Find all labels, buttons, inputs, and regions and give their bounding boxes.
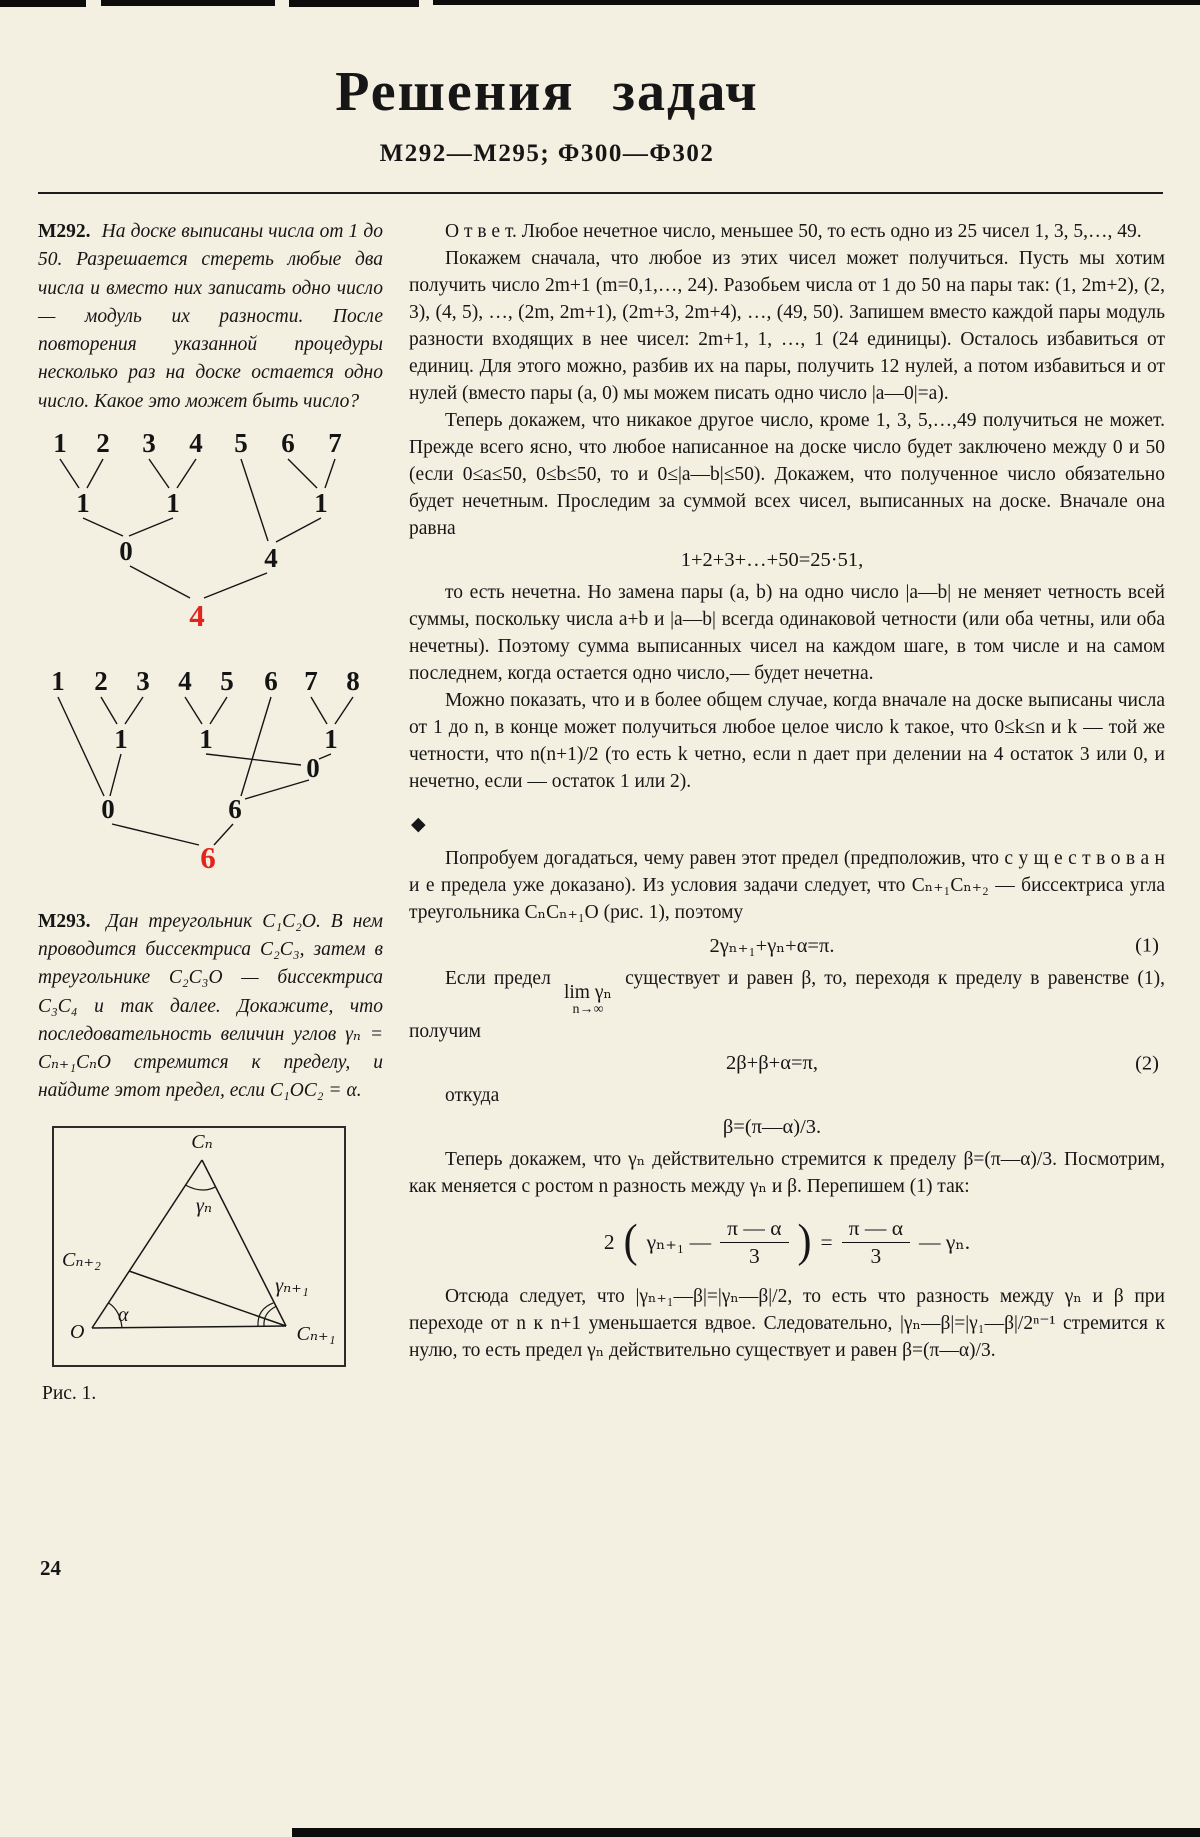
limit-paragraph bbox=[409, 965, 1165, 1045]
figure-caption: Рис. 1. bbox=[42, 1382, 97, 1404]
scan-artifact-top bbox=[101, 0, 275, 6]
tree2-node: 0 bbox=[101, 793, 115, 824]
solution-paragraph: то есть нечетна. Но замена пары (a, b) на одно число |a—b| не меняет четность всей суммы, поскольку числа a+b и |a—b| всегда одинаковой четности (или оба четны, или оба нечетны). Поэтому сумма выписанных чисел на каждом шаге, в том числе и на самом последнем, когда остается одно число,— будет нечетна. bbox=[409, 582, 1165, 684]
tree1-node: 0 bbox=[119, 535, 133, 566]
fraction-numerator: π — α bbox=[720, 1216, 788, 1243]
triangle-edges bbox=[92, 1160, 286, 1328]
page-subtitle: М292—М295; Ф300—Ф302 bbox=[379, 140, 715, 167]
scan-artifact-top bbox=[289, 0, 419, 7]
tree2-node: 4 bbox=[178, 665, 192, 696]
tree2-node: 5 bbox=[220, 665, 234, 696]
m292-tree-diagram-1 bbox=[38, 428, 383, 636]
fraction-denominator: 3 bbox=[870, 1243, 882, 1268]
fraction-denominator: 3 bbox=[748, 1243, 760, 1268]
close-paren: ) bbox=[797, 1216, 812, 1267]
problem-m292-text: На доске выписаны числа от 1 до 50. Разрешается стереть любые два числа и вместо них записать одно число — модуль их разности. После повторения указанной процедуры несколько раз на доске остается одно число. Какое это может быть число? bbox=[38, 221, 383, 412]
tree2-node: 1 bbox=[199, 723, 213, 754]
solution-paragraph: Теперь докажем, что никакое другое число, кроме 1, 3, 5,…,49 получиться не может. Прежде всего ясно, что любое написанное на доске число будет заключено между 0 и 50 (если 0≤a≤50, 0≤b≤50, то и 0≤|a—b|≤50). Докажем, что полученное число обязательно будет нечетным. Проследим за суммой всех чисел, выписанных на доске. Вначале она равна bbox=[409, 410, 1165, 539]
scan-artifact-bottom bbox=[292, 1828, 1200, 1837]
fraction bbox=[720, 1216, 788, 1268]
problem-m292 bbox=[38, 218, 383, 416]
equation-rewrite-rhs: — γₙ. bbox=[919, 1229, 971, 1254]
tree2-node: 1 bbox=[324, 723, 338, 754]
triangle-figure bbox=[54, 1128, 344, 1360]
equation-2-text: 2β+β+α=π, bbox=[725, 1052, 818, 1075]
limit-paragraph-post: существует и равен β, то, переходя к пределу в равенстве (1), получим bbox=[409, 968, 1165, 1043]
limit-expression bbox=[564, 983, 612, 1018]
equation-rewrite-lhs: γₙ₊₁ — bbox=[646, 1229, 712, 1254]
open-paren: ( bbox=[623, 1216, 638, 1267]
angle-label-gamma-n: γₙ bbox=[196, 1194, 212, 1217]
scan-artifact-top bbox=[0, 0, 86, 7]
tree1-node: 5 bbox=[234, 427, 248, 458]
fraction bbox=[842, 1216, 910, 1268]
equation-2-tag: (2) bbox=[1135, 1052, 1159, 1075]
equation-1 bbox=[409, 933, 1159, 958]
problem-m293-label: М293. bbox=[38, 910, 91, 932]
angle-label-gamma-n1: γₙ₊₁ bbox=[275, 1274, 309, 1297]
solution-paragraph: Попробуем догадаться, чему равен этот предел (предположив, что с у щ е с т в о в а н и е предела уже доказано). Из условия задачи следует, что Cₙ₊₁Cₙ₊₂ — биссектриса угла треугольника CₙCₙ₊₁O (рис. 1), поэтому bbox=[409, 848, 1165, 923]
problem-m293 bbox=[38, 908, 383, 1106]
tree1-node: 1 bbox=[166, 487, 180, 518]
answer-paragraph: О т в е т. Любое нечетное число, меньшее 50, то есть одно из 25 чисел 1, 3, 5,…, 49. bbox=[445, 221, 1142, 242]
lim-variable: γₙ bbox=[594, 982, 612, 1003]
tree2-node: 6 bbox=[228, 793, 242, 824]
m292-tree-diagram-2 bbox=[38, 666, 383, 878]
vertex-label-o: O bbox=[70, 1320, 85, 1343]
tree1-node: 3 bbox=[142, 427, 156, 458]
tree2-node: 7 bbox=[304, 665, 318, 696]
limit-subscript: n→∞ bbox=[572, 1002, 604, 1018]
equation-rewrite bbox=[409, 1216, 1165, 1268]
tree2-node: 0 bbox=[306, 752, 320, 783]
tree2-node: 2 bbox=[94, 665, 108, 696]
formula-beta bbox=[409, 1116, 1135, 1139]
tree1-node: 1 bbox=[314, 487, 328, 518]
formula-beta-text: β=(π—α)/3. bbox=[722, 1116, 822, 1139]
tree2-node: 6 bbox=[264, 665, 278, 696]
solution-paragraph: Отсюда следует, что |γₙ₊₁—β|=|γₙ—β|/2, то есть что разность между γₙ и β при переходе от n к n+1 уменьшается вдвое. Следовательно, |γₙ—β|=|γ₁—β|/2ⁿ⁻¹ стремится к нулю, то есть предел γₙ действительно существует и равен β=(π—α)/3. bbox=[409, 1285, 1165, 1361]
equation-2 bbox=[409, 1052, 1159, 1075]
page-number: 24 bbox=[40, 1556, 61, 1580]
header bbox=[35, 61, 1059, 168]
equation-1-tag: (1) bbox=[1135, 934, 1159, 956]
equation-sum bbox=[409, 549, 1135, 572]
vertex-label-cn: Cₙ bbox=[191, 1130, 213, 1153]
solution-paragraph: Теперь докажем, что γₙ действительно стремится к пределу β=(π—α)/3. Посмотрим, как меняется с ростом n разность между γₙ и β. Перепишем (1) так: bbox=[409, 1149, 1165, 1198]
equation-1-text: 2γₙ₊₁+γₙ+α=π. bbox=[709, 935, 835, 957]
solution-paragraph: откуда bbox=[445, 1085, 500, 1107]
content bbox=[0, 194, 1200, 1405]
tree1-node: 1 bbox=[76, 487, 90, 518]
vertex-label-cn2: Cₙ₊₂ bbox=[62, 1248, 101, 1271]
page-title: Решения задач bbox=[335, 61, 759, 123]
lim-word: lim bbox=[563, 982, 590, 1003]
tree1-result: 4 bbox=[189, 597, 205, 633]
tree1-node: 2 bbox=[96, 427, 110, 458]
vertex-label-cn1: Cₙ₊₁ bbox=[296, 1322, 336, 1345]
scan-artifact-top bbox=[433, 0, 1200, 5]
tree2-node: 1 bbox=[51, 665, 65, 696]
fraction-numerator: π — α bbox=[842, 1216, 910, 1243]
right-column bbox=[409, 218, 1165, 1405]
angle-label-alpha: α bbox=[118, 1303, 129, 1326]
figure-box bbox=[52, 1126, 346, 1367]
tree2-node: 1 bbox=[114, 723, 128, 754]
left-column bbox=[38, 218, 383, 1405]
equation-rewrite-coef: 2 bbox=[603, 1229, 615, 1254]
equation-sum-text: 1+2+3+…+50=25·51, bbox=[680, 549, 864, 571]
tree2-node: 3 bbox=[136, 665, 150, 696]
solution-paragraph: Покажем сначала, что любое из этих чисел может получиться. Пусть мы хотим получить число 2m+1 (m=0,1,…, 24). Разобьем числа от 1 до 50 на пары так: (1, 2m+2), (2, 3), (4, 5), …, (2m, 2m+1), (2m+3, 2m+4), …, (49, 50). Запишем вместо каждой пары модуль разности входящих в нее чисел: 2m+1, 1, …, 1 (24 единицы). Осталось избавиться от единиц. Для этого можно, разбив их на пары, получить 12 нулей, а потом избавиться и от нулей (вместо пары (a, 0) мы можем писать одно число |a—0|=a). bbox=[409, 248, 1165, 404]
problem-m292-label: М292. bbox=[38, 221, 91, 242]
equation-rewrite-eq: = bbox=[820, 1229, 833, 1254]
tree1-lines bbox=[60, 459, 335, 598]
tree2-result: 6 bbox=[200, 839, 216, 875]
tree1-node: 4 bbox=[189, 427, 203, 458]
section-divider-diamond: ◆ bbox=[411, 813, 426, 835]
limit-operator bbox=[564, 983, 612, 1003]
tree1-node: 4 bbox=[264, 542, 278, 573]
tree1-node: 1 bbox=[53, 427, 67, 458]
tree2-node: 8 bbox=[346, 665, 360, 696]
limit-paragraph-pre: Если предел bbox=[445, 968, 551, 989]
problem-m293-text: Дан треугольник C₁C₂O. В нем проводится биссектриса C₂C₃, затем в треугольнике C₂C₃O — биссектриса C₃C₄ и так далее. Докажите, что последовательность величин углов γₙ = Cₙ₊₁CₙO стремится к пределу, и найдите этот предел, если C₁OC₂ = α. bbox=[38, 910, 384, 1102]
tree1-node: 7 bbox=[328, 427, 342, 458]
tree1-node: 6 bbox=[281, 427, 295, 458]
solution-paragraph: Можно показать, что и в более общем случае, когда вначале на доске выписаны числа от 1 до n, в конце может получиться любое целое число k такое, что 0≤k≤n и k — той же четности, что n(n+1)/2 (то есть k четно, если n дает при делении на 4 остаток 3 или 0, и нечетно, если — остаток 1 или 2). bbox=[409, 690, 1165, 792]
